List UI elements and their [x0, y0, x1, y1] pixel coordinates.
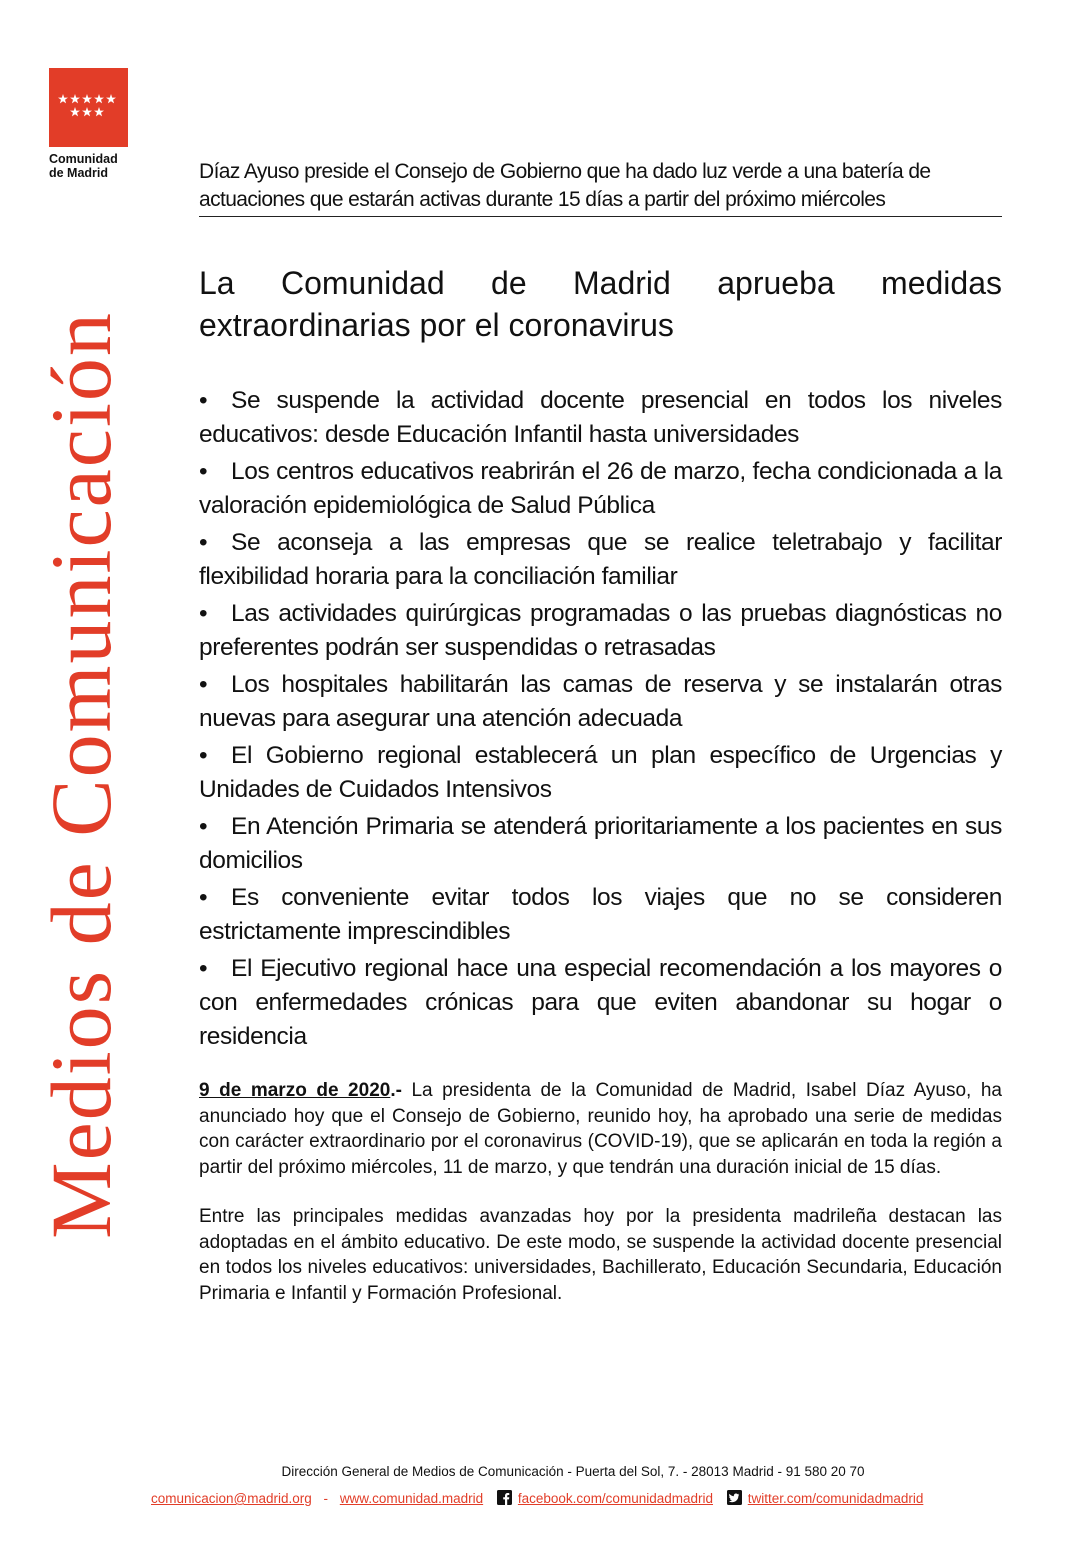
footer-address: Dirección General de Medios de Comunicación - Puerta del Sol, 7. - 28013 Madrid - 91 580 20 70: [281, 1464, 865, 1479]
list-item: [199, 810, 1002, 878]
bullet-icon: •: [199, 387, 208, 414]
vertical-title-container: [33, 228, 129, 1322]
seven-stars-icon: [49, 68, 128, 147]
bullet-icon: •: [199, 671, 208, 698]
email-link[interactable]: comunicacion@madrid.org: [151, 1491, 312, 1506]
footer-links: [151, 1490, 1011, 1506]
bullet-list: [199, 384, 1002, 1057]
list-item: [199, 739, 1002, 807]
star-icon: [94, 94, 104, 103]
star-icon: [106, 94, 116, 103]
logo-text: [49, 152, 149, 180]
bullet-icon: •: [199, 813, 208, 840]
list-item-text: Los hospitales habilitarán las camas de reserva y se instalarán otras nuevas para asegurar una atención adecuada: [199, 671, 1002, 732]
logo-line-1: Comunidad: [49, 152, 118, 166]
footer-separator: -: [323, 1491, 329, 1506]
website-link[interactable]: www.comunidad.madrid: [339, 1491, 484, 1506]
paragraph-1-text: La presidenta de la Comunidad de Madrid, Isabel Díaz Ayuso, ha anunciado hoy que el Consejo de Gobierno, reunido hoy, ha aprobado una serie de medidas con carácter extraordinario por el coronavirus (COVID-19), que se aplicarán en toda la región a partir del próximo miércoles, 11 de marzo, y que tendrán una duración inicial de 15 días.: [199, 1080, 1002, 1178]
list-item-text: El Gobierno regional establecerá un plan específico de Urgencias y Unidades de Cuidados Intensivos: [199, 742, 1002, 803]
list-item-text: El Ejecutivo regional hace una especial recomendación a los mayores o con enfermedades crónicas para que eviten abandonar su hogar o residencia: [199, 955, 1002, 1050]
subheader: Díaz Ayuso preside el Consejo de Gobierno que ha dado luz verde a una batería de actuaciones que estarán activas durante 15 días a partir del próximo miércoles: [199, 158, 1002, 217]
body-text: [199, 1078, 1002, 1330]
star-icon: [94, 107, 104, 116]
list-item: [199, 455, 1002, 523]
dateline-suffix: .-: [390, 1080, 402, 1101]
bullet-icon: •: [199, 458, 208, 485]
bullet-icon: •: [199, 742, 208, 769]
paragraph: [199, 1078, 1002, 1180]
dateline: 9 de marzo de 2020: [199, 1080, 391, 1101]
twitter-icon[interactable]: [727, 1490, 742, 1505]
twitter-link[interactable]: twitter.com/comunidadmadrid: [747, 1491, 924, 1506]
star-icon: [70, 94, 80, 103]
paragraph: [199, 1204, 1002, 1306]
list-item: [199, 881, 1002, 949]
list-item-text: Se aconseja a las empresas que se realice teletrabajo y facilitar flexibilidad horaria para la conciliación familiar: [199, 529, 1002, 590]
star-icon: [82, 107, 92, 116]
bullet-icon: •: [199, 884, 208, 911]
bullet-icon: •: [199, 600, 208, 627]
list-item: [199, 668, 1002, 736]
bullet-icon: •: [199, 955, 208, 982]
vertical-title: Medios de Comunicación: [33, 311, 129, 1239]
star-icon: [58, 94, 68, 103]
bullet-icon: •: [199, 529, 208, 556]
list-item-text: Se suspende la actividad docente presencial en todos los niveles educativos: desde Educación Infantil hasta universidades: [199, 387, 1002, 448]
list-item-text: En Atención Primaria se atenderá prioritariamente a los pacientes en sus domicilios: [199, 813, 1002, 874]
list-item: [199, 384, 1002, 452]
facebook-link[interactable]: facebook.com/comunidadmadrid: [517, 1491, 713, 1506]
list-item-text: Los centros educativos reabrirán el 26 de marzo, fecha condicionada a la valoración epidemiológica de Salud Pública: [199, 458, 1002, 519]
list-item: [199, 597, 1002, 665]
list-item-text: Es conveniente evitar todos los viajes que no se consideren estrictamente imprescindibles: [199, 884, 1002, 945]
paragraph-2-text: Entre las principales medidas avanzadas hoy por la presidenta madrileña destacan las adoptadas en el ámbito educativo. De este modo, se suspende la actividad docente presencial en todos los niveles educativos: universidades, Bachillerato, Educación Secundaria, Educación Primaria e Infantil y Formación Profesional.: [199, 1206, 1002, 1304]
list-item-text: Las actividades quirúrgicas programadas o las pruebas diagnósticas no preferentes podrán ser suspendidas o retrasadas: [199, 600, 1002, 661]
page-title: La Comunidad de Madrid aprueba medidas extraordinarias por el coronavirus: [199, 265, 1002, 343]
list-item: [199, 952, 1002, 1054]
star-icon: [70, 107, 80, 116]
star-icon: [82, 94, 92, 103]
facebook-icon[interactable]: [497, 1490, 512, 1505]
logo-line-2: de Madrid: [49, 166, 109, 180]
list-item: [199, 526, 1002, 594]
comunidad-de-madrid-logo: [49, 68, 128, 147]
